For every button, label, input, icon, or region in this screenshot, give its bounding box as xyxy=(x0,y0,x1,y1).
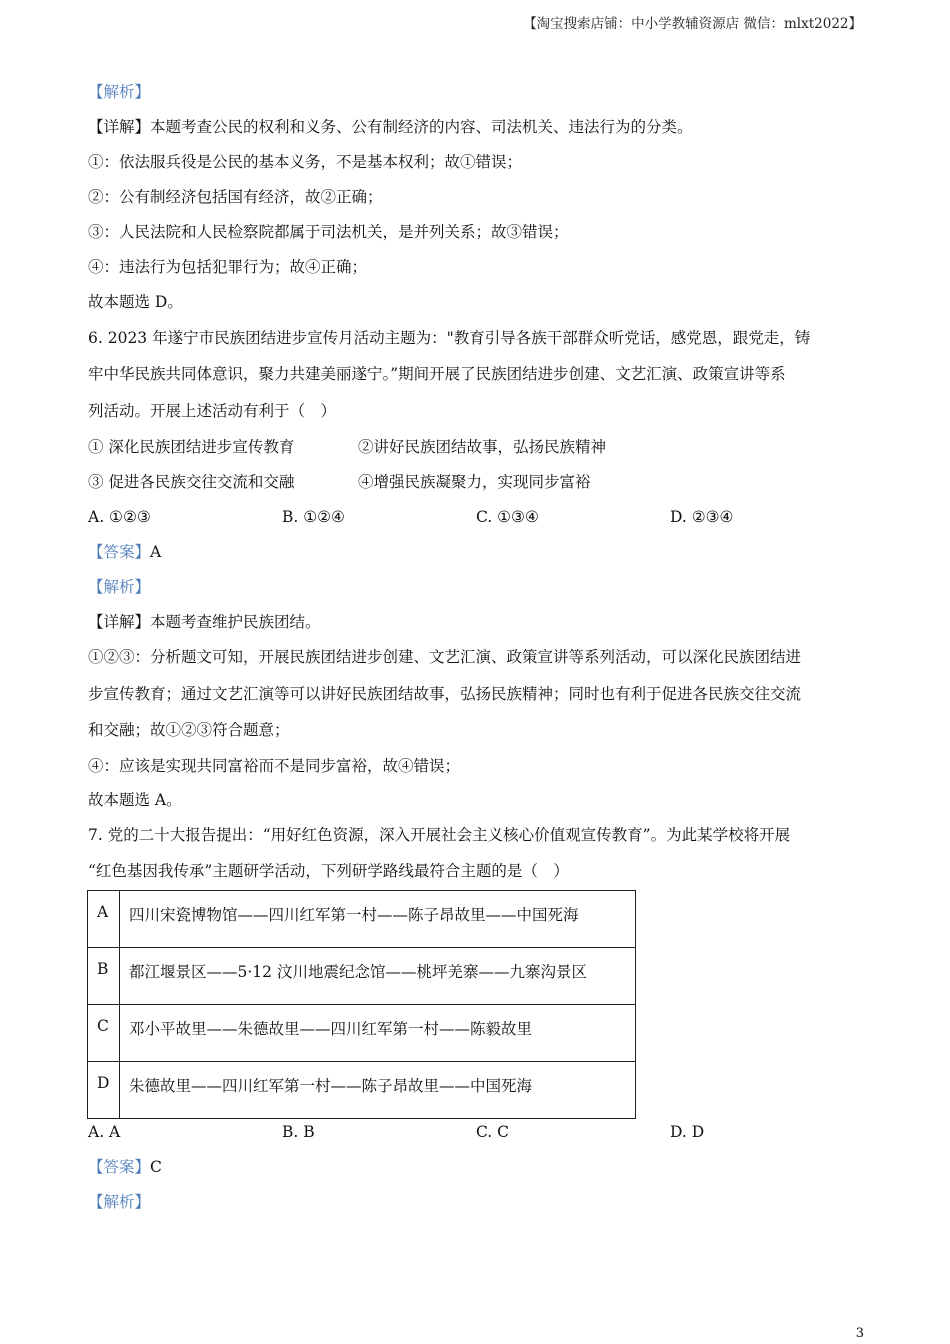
q6-answer xyxy=(88,542,161,562)
q5-point-3: ③：人民法院和人民检察院都属于司法机关，是并列关系；故③错误； xyxy=(88,223,569,241)
q5-detail xyxy=(88,117,693,137)
page-header: 【淘宝搜索店铺：中小学教辅资源店 微信：mlxt2022】 xyxy=(523,16,862,32)
q6-choice-a: A. ①②③ xyxy=(88,508,151,526)
route-text: 四川宋瓷博物馆——四川红军第一村——陈子昂故里——中国死海 xyxy=(120,891,636,948)
q7-choice-a: A. A xyxy=(88,1123,121,1141)
q6-stem-line-1: 6. 2023 年遂宁市民族团结进步宣传月活动主题为："教育引导各族干部群众听党话，感党恩，跟党走，铸 xyxy=(88,329,811,347)
table-row xyxy=(88,1062,636,1119)
q7-analysis-label: 【解析】 xyxy=(88,1193,151,1211)
q7-answer-label: 【答案】 xyxy=(88,1158,151,1176)
q6-explanation-2: 步宣传教育；通过文艺汇演等可以讲好民族团结故事，弘扬民族精神；同时也有利于促进各民族交往交流 xyxy=(88,685,802,703)
q7-route-table xyxy=(87,890,636,1119)
q6-choice-b: B. ①②④ xyxy=(282,508,345,526)
q6-statement-2: ②讲好民族团结故事，弘扬民族精神 xyxy=(358,438,607,456)
q5-point-4: ④：违法行为包括犯罪行为；故④正确； xyxy=(88,258,368,276)
table-row xyxy=(88,891,636,948)
q6-answer-label: 【答案】 xyxy=(88,543,151,561)
q6-statement-3: ③ 促进各民族交往交流和交融 xyxy=(88,473,295,491)
q5-conclusion: 故本题选 D。 xyxy=(88,293,183,311)
q5-analysis-label: 【解析】 xyxy=(88,83,151,101)
q6-answer-value: A xyxy=(150,543,162,561)
q5-point-1: ①：依法服兵役是公民的基本义务，不是基本权利；故①错误； xyxy=(88,153,523,171)
q7-choice-b: B. B xyxy=(282,1123,315,1141)
q7-stem-line-1: 7. 党的二十大报告提出：“用好红色资源，深入开展社会主义核心价值观宣传教育”。为此某学校将开展 xyxy=(88,826,791,844)
route-letter: A xyxy=(88,891,120,948)
q6-detail-text: 本题考查维护民族团结。 xyxy=(150,613,321,631)
q7-answer xyxy=(88,1157,162,1177)
route-text: 都江堰景区——5·12 汶川地震纪念馆——桃坪羌寨——九寨沟景区 xyxy=(120,948,636,1005)
q6-explanation-1: ①②③：分析题文可知，开展民族团结进步创建、文艺汇演、政策宣讲等系列活动，可以深化民族团结进 xyxy=(88,648,802,666)
q6-statement-4: ④增强民族凝聚力，实现同步富裕 xyxy=(358,473,591,491)
q6-conclusion: 故本题选 A。 xyxy=(88,791,182,809)
route-letter: D xyxy=(88,1062,120,1119)
route-text: 邓小平故里——朱德故里——四川红军第一村——陈毅故里 xyxy=(120,1005,636,1062)
q7-choice-c: C. C xyxy=(476,1123,510,1141)
q6-stem-line-3: 列活动。开展上述活动有利于（ ） xyxy=(88,402,337,420)
route-letter: B xyxy=(88,948,120,1005)
q7-choice-d: D. D xyxy=(670,1123,705,1141)
q6-detail-label: 【详解】 xyxy=(88,613,151,631)
q5-detail-label: 【详解】 xyxy=(88,118,151,136)
q6-detail xyxy=(88,612,321,632)
q6-statement-1: ① 深化民族团结进步宣传教育 xyxy=(88,438,295,456)
page-number: 3 xyxy=(855,1326,864,1341)
q6-stem-line-2: 牢中华民族共同体意识，聚力共建美丽遂宁。”期间开展了民族团结进步创建、文艺汇演、政策宣讲等系 xyxy=(88,365,786,383)
route-text: 朱德故里——四川红军第一村——陈子昂故里——中国死海 xyxy=(120,1062,636,1119)
q7-stem-line-2: “红色基因我传承”主题研学活动，下列研学路线最符合主题的是（ ） xyxy=(88,862,569,880)
q6-explanation-4: ④：应该是实现共同富裕而不是同步富裕，故④错误； xyxy=(88,757,461,775)
q5-detail-text: 本题考查公民的权利和义务、公有制经济的内容、司法机关、违法行为的分类。 xyxy=(150,118,693,136)
q6-analysis-label: 【解析】 xyxy=(88,578,151,596)
q5-point-2: ②：公有制经济包括国有经济，故②正确； xyxy=(88,188,383,206)
route-letter: C xyxy=(88,1005,120,1062)
table-row xyxy=(88,1005,636,1062)
q7-answer-value: C xyxy=(150,1158,162,1176)
q6-choice-c: C. ①③④ xyxy=(476,508,539,526)
table-row xyxy=(88,948,636,1005)
q6-explanation-3: 和交融；故①②③符合题意； xyxy=(88,721,290,739)
q6-choice-d: D. ②③④ xyxy=(670,508,734,526)
